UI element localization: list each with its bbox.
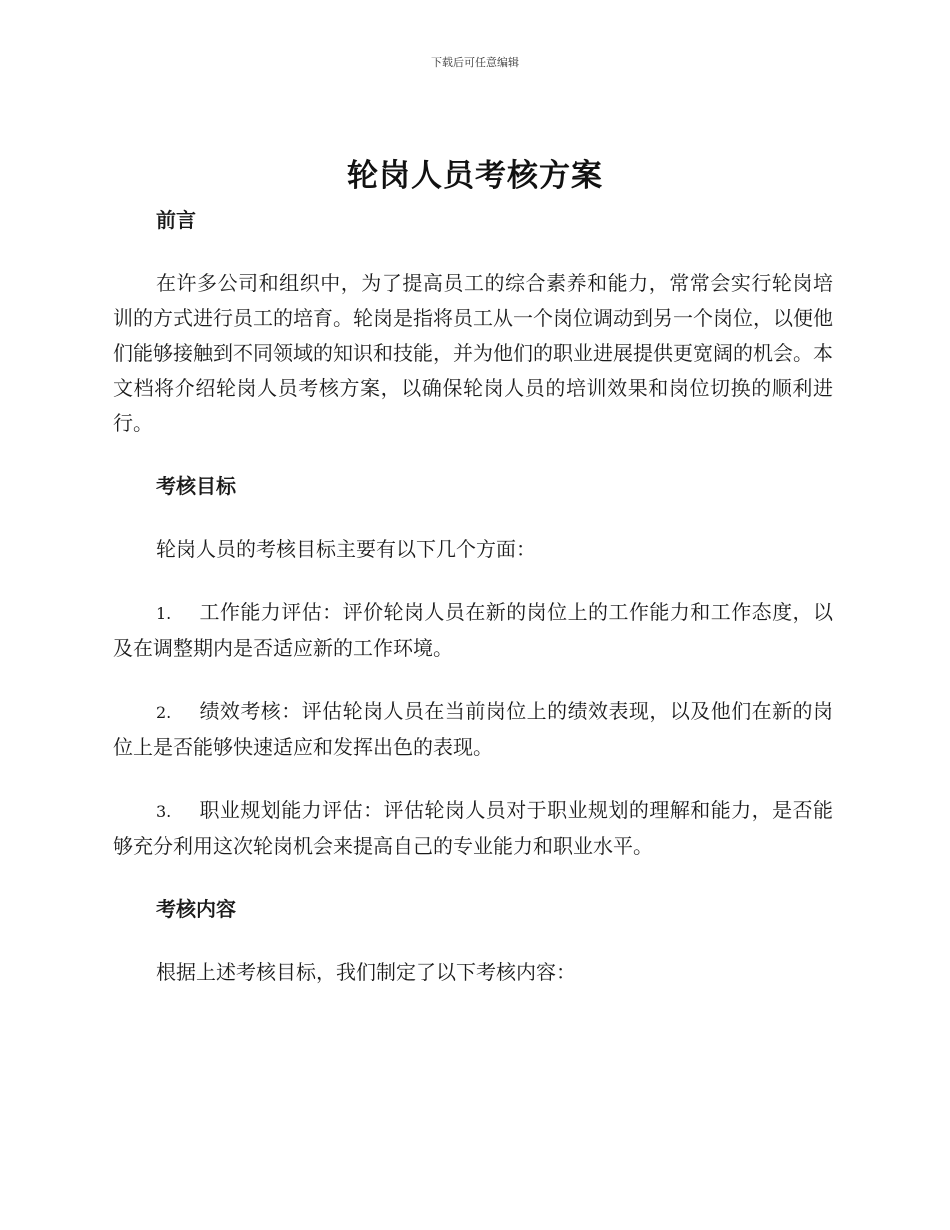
goal-item-text: 工作能力评估：评价轮岗人员在新的岗位上的工作能力和工作态度，以及在调整期内是否适应新的工作环境。	[113, 600, 833, 660]
section-heading-preface: 前言	[156, 208, 196, 232]
goal-item-number: 1.	[156, 604, 172, 623]
goals-intro: 轮岗人员的考核目标主要有以下几个方面：	[156, 537, 536, 561]
goal-item-number: 3.	[156, 802, 172, 821]
goal-item	[113, 595, 833, 666]
goal-item-number: 2.	[156, 703, 172, 722]
goal-item	[113, 694, 833, 765]
preface-paragraph: 在许多公司和组织中，为了提高员工的综合素养和能力，常常会实行轮岗培训的方式进行员工的培育。轮岗是指将员工从一个岗位调动到另一个岗位，以便他们能够接触到不同领域的知识和技能，并为他们的职业进展提供更宽阔的机会。本文档将介绍轮岗人员考核方案，以确保轮岗人员的培训效果和岗位切换的顺利进行。	[113, 271, 833, 435]
section-heading-goals: 考核目标	[156, 474, 236, 498]
content-intro: 根据上述考核目标，我们制定了以下考核内容：	[156, 960, 576, 984]
goal-item	[113, 793, 833, 864]
header-note: 下载后可任意编辑	[431, 56, 519, 69]
document-body	[113, 203, 833, 1018]
goal-item-text: 绩效考核：评估轮岗人员在当前岗位上的绩效表现，以及他们在新的岗位上是否能够快速适应和发挥出色的表现。	[113, 699, 833, 759]
goal-item-text: 职业规划能力评估：评估轮岗人员对于职业规划的理解和能力，是否能够充分利用这次轮岗机会来提高自己的专业能力和职业水平。	[113, 798, 833, 858]
document-title: 轮岗人员考核方案	[347, 158, 603, 194]
section-heading-content: 考核内容	[156, 897, 236, 921]
